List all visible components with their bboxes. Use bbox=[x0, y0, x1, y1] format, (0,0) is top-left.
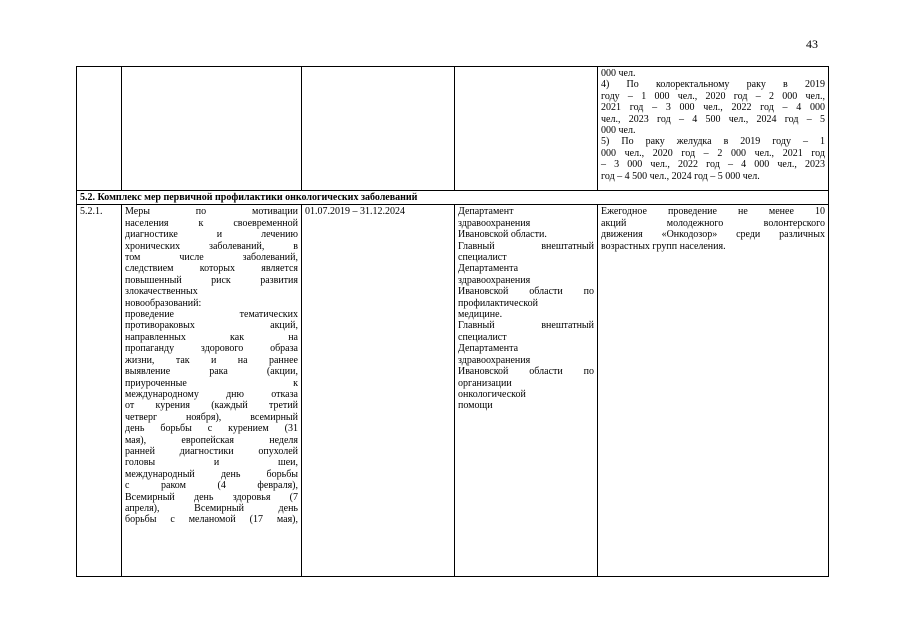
measure-line: день борьбы с курением (31 bbox=[125, 423, 298, 435]
measure-line: злокачественных bbox=[125, 286, 198, 298]
measure-line: мая), европейская неделя bbox=[125, 434, 298, 446]
measure-line: борьбы с меланомой (17 мая), bbox=[125, 514, 298, 526]
section-title: 5.2. Комплекс мер первичной профилактики онкологических заболеваний bbox=[77, 191, 829, 205]
measure-line: направленных как на bbox=[125, 331, 298, 343]
section-header-row bbox=[77, 191, 829, 205]
measure-line: международному дню отказа bbox=[125, 388, 298, 400]
responsible-line: помощи bbox=[458, 400, 493, 412]
responsible-line: профилактической bbox=[458, 297, 538, 309]
responsible-line: организации bbox=[458, 377, 512, 389]
cell-number-empty bbox=[77, 67, 122, 191]
item-number: 5.2.1. bbox=[77, 205, 122, 577]
measure-line: апреля), Всемирный день bbox=[125, 502, 298, 514]
measure-line: том числе заболеваний, bbox=[125, 252, 298, 264]
table-row-5-2-1 bbox=[77, 205, 829, 577]
measure-line: противораковых акций, bbox=[125, 320, 298, 332]
cell-expected-result bbox=[598, 67, 829, 191]
responsible-line: Ивановской области по bbox=[458, 366, 594, 378]
measure-line: пропаганду здорового образа bbox=[125, 343, 298, 355]
measure-line: хронических заболеваний, в bbox=[125, 240, 298, 252]
responsible-line: специалист bbox=[458, 252, 507, 264]
program-table bbox=[76, 66, 829, 577]
measure-line: международный день борьбы bbox=[125, 468, 298, 480]
result-line: год – 4 500 чел., 2024 год – 5 000 чел. bbox=[601, 170, 760, 182]
responsible-line: здравоохранения bbox=[458, 274, 531, 286]
measure-line: четверг ноября), всемирный bbox=[125, 411, 298, 423]
responsible-line: Ивановской области. bbox=[458, 229, 547, 241]
measure-line: населения к своевременной bbox=[125, 217, 298, 229]
cell-period: 01.07.2019 – 31.12.2024 bbox=[302, 205, 455, 577]
responsible-line: Департамент bbox=[458, 206, 514, 218]
measure-line: ранней диагностики опухолей bbox=[125, 445, 298, 457]
responsible-line: Департамента bbox=[458, 263, 519, 275]
measure-line: проведение тематических bbox=[125, 309, 298, 321]
measure-line: Меры по мотивации bbox=[125, 206, 298, 218]
responsible-line: Ивановской области по bbox=[458, 286, 594, 298]
cell-responsible-empty bbox=[455, 67, 598, 191]
measure-line: Всемирный день здоровья (7 bbox=[125, 491, 298, 503]
cell-responsible bbox=[455, 205, 598, 577]
result-line: Ежегодное проведение не менее 10 bbox=[601, 206, 825, 218]
responsible-line: медицине. bbox=[458, 309, 503, 321]
result-line: 4) По колоректальному раку в 2019 bbox=[601, 79, 825, 91]
measure-line: диагностике и лечению bbox=[125, 229, 298, 241]
measure-line: головы и шеи, bbox=[125, 457, 298, 469]
result-line: движения «Онкодозор» среди различных bbox=[601, 229, 825, 241]
responsible-line: здравоохранения bbox=[458, 354, 531, 366]
result-line: акций молодежного волонтерского bbox=[601, 217, 825, 229]
responsible-line: онкологической bbox=[458, 388, 526, 400]
page-number: 43 bbox=[806, 37, 818, 51]
cell-measure bbox=[122, 205, 302, 577]
measure-line: от курения (каждый третий bbox=[125, 400, 298, 412]
measure-line: приуроченные к bbox=[125, 377, 298, 389]
result-line: – 3 000 чел., 2022 год – 4 000 чел., 2023 bbox=[601, 159, 825, 171]
cell-measure-empty bbox=[122, 67, 302, 191]
responsible-line: специалист bbox=[458, 331, 507, 343]
measure-line: новообразований: bbox=[125, 297, 202, 309]
responsible-line: здравоохранения bbox=[458, 217, 531, 229]
result-line: году – 1 000 чел., 2020 год – 2 000 чел., bbox=[601, 90, 825, 102]
responsible-line: Главный внештатный bbox=[458, 320, 594, 332]
responsible-line: Департамента bbox=[458, 343, 519, 355]
cell-expected-result bbox=[598, 205, 829, 577]
result-line: возрастных групп населения. bbox=[601, 240, 726, 252]
result-line: 000 чел. bbox=[601, 68, 636, 79]
measure-line: следствием которых является bbox=[125, 263, 298, 275]
result-line: 5) По раку желудка в 2019 году – 1 bbox=[601, 136, 825, 148]
measure-line: выявление рака (акции, bbox=[125, 366, 298, 378]
measure-line: жизни, так и на раннее bbox=[125, 354, 298, 366]
cell-period-empty bbox=[302, 67, 455, 191]
measure-line: с раком (4 февраля), bbox=[125, 480, 298, 492]
table-row-continuation bbox=[77, 67, 829, 191]
result-line: 000 чел., 2020 год – 2 000 чел., 2021 год bbox=[601, 147, 825, 159]
responsible-line: Главный внештатный bbox=[458, 240, 594, 252]
result-line: 2021 год – 3 000 чел., 2022 год – 4 000 bbox=[601, 102, 825, 114]
measure-line: повышенный риск развития bbox=[125, 274, 298, 286]
result-line: 000 чел. bbox=[601, 125, 636, 137]
result-line: чел., 2023 год – 4 500 чел., 2024 год – 5 bbox=[601, 113, 825, 125]
